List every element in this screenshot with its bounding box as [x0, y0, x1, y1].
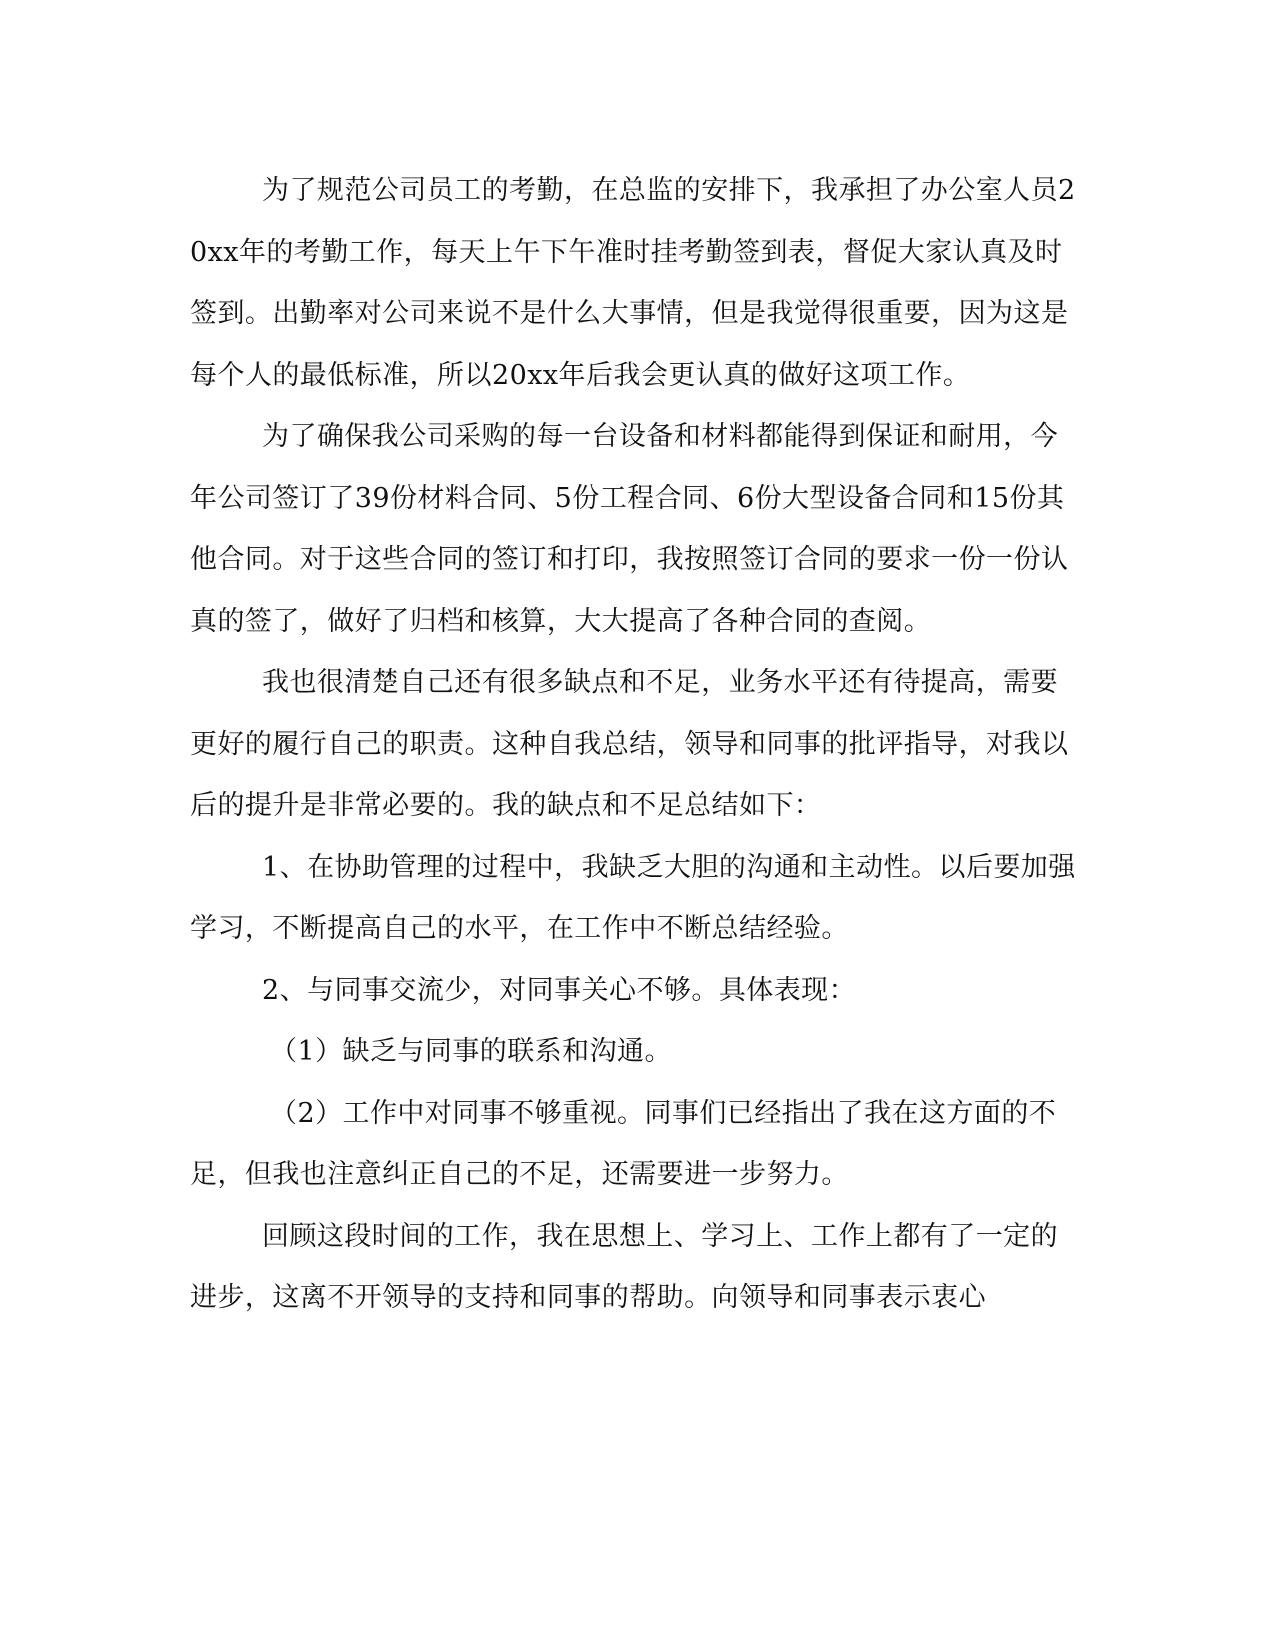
paragraph-review: 回顾这段时间的工作，我在思想上、学习上、工作上都有了一定的进步，这离不开领导的支持和同事的帮助。向领导和同事表示衷心: [190, 1220, 1059, 1313]
paragraph-attendance: 为了规范公司员工的考勤，在总监的安排下，我承担了办公室人员20xx年的考勤工作，每天上午下午准时挂考勤签到表，督促大家认真及时签到。出勤率对公司来说不是什么大事情，但是我觉得很重要，因为这是每个人的最低标准，所以20xx年后我会更认真的做好这项工作。: [190, 175, 1076, 391]
paragraph-point-1: 1、在协助管理的过程中，我缺乏大胆的沟通和主动性。以后要加强学习，不断提高自己的水平，在工作中不断总结经验。: [190, 851, 1076, 944]
document-body: [190, 160, 1085, 1329]
paragraph-subpoint-2: （2）工作中对同事不够重视。同事们已经指出了我在这方面的不足，但我也注意纠正自己的不足，还需要进一步努力。: [190, 1097, 1057, 1190]
paragraph-shortcomings: 我也很清楚自己还有很多缺点和不足，业务水平还有待提高，需要更好的履行自己的职责。这种自我总结，领导和同事的批评指导，对我以后的提升是非常必要的。我的缺点和不足总结如下：: [190, 667, 1069, 821]
paragraph-contracts: 为了确保我公司采购的每一台设备和材料都能得到保证和耐用，今年公司签订了39份材料合同、5份工程合同、6份大型设备合同和15份其他合同。对于这些合同的签订和打印，我按照签订合同的要求一份一份认真的签了，做好了归档和核算，大大提高了各种合同的查阅。: [190, 421, 1069, 637]
paragraph-subpoint-1: （1）缺乏与同事的联系和沟通。: [270, 1036, 672, 1067]
paragraph-point-2: 2、与同事交流少，对同事关心不够。具体表现：: [262, 974, 857, 1006]
